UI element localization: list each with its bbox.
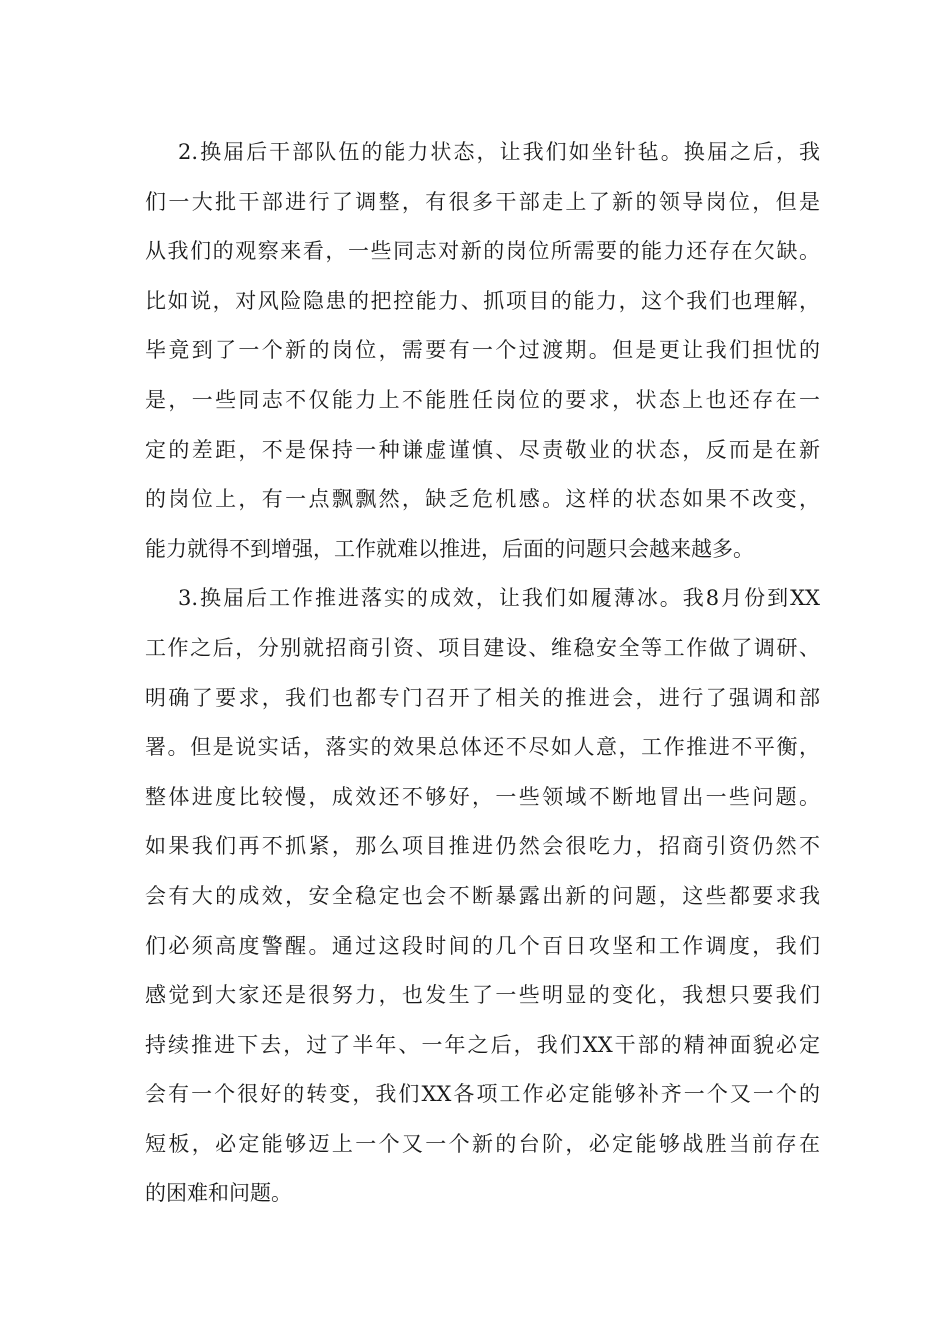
paragraph-line: 2.换届后干部队伍的能力状态，让我们如坐针毡。换届之后，我 [178, 140, 820, 164]
paragraph-line: 整体进度比较慢，成效还不够好，一些领域不断地冒出一些问题。 [145, 784, 820, 809]
paragraph-line: 比如说，对风险隐患的把控能力、抓项目的能力，这个我们也理解， [145, 288, 820, 313]
paragraph-line: 定的差距，不是保持一种谦虚谨慎、尽责敬业的状态，反而是在新 [145, 437, 820, 462]
paragraph-line: 从我们的观察来看，一些同志对新的岗位所需要的能力还存在欠缺。 [145, 239, 820, 264]
paragraph-line: 明确了要求，我们也都专门召开了相关的推进会，进行了强调和部 [145, 685, 820, 710]
paragraph-line: 短板，必定能够迈上一个又一个新的台阶，必定能够战胜当前存在 [145, 1131, 820, 1156]
paragraph-line: 的岗位上，有一点飘飘然，缺乏危机感。这样的状态如果不改变， [145, 487, 820, 512]
paragraph-line: 感觉到大家还是很努力，也发生了一些明显的变化，我想只要我们 [145, 983, 820, 1008]
paragraph-line: 的困难和问题。 [145, 1181, 292, 1206]
paragraph-line: 能力就得不到增强，工作就难以推进，后面的问题只会越来越多。 [145, 536, 754, 561]
paragraph-line: 工作之后，分别就招商引资、项目建设、维稳安全等工作做了调研、 [145, 635, 820, 660]
paragraph-line: 如果我们再不抓紧，那么项目推进仍然会很吃力，招商引资仍然不 [145, 834, 820, 859]
paragraph-line: 毕竟到了一个新的岗位，需要有一个过渡期。但是更让我们担忧的 [145, 338, 820, 363]
paragraph-line: 会有一个很好的转变，我们XX各项工作必定能够补齐一个又一个的 [145, 1082, 820, 1107]
document-body [145, 128, 820, 1219]
paragraph-line: 会有大的成效，安全稳定也会不断暴露出新的问题，这些都要求我 [145, 883, 820, 908]
paragraph-line: 署。但是说实话，落实的效果总体还不尽如人意，工作推进不平衡， [145, 735, 820, 760]
paragraph-line: 们一大批干部进行了调整，有很多干部走上了新的领导岗位，但是 [145, 189, 820, 214]
paragraph-line: 是，一些同志不仅能力上不能胜任岗位的要求，状态上也还存在一 [145, 387, 820, 412]
paragraph-line: 们必须高度警醒。通过这段时间的几个百日攻坚和工作调度，我们 [145, 933, 820, 958]
paragraph-line: 持续推进下去，过了半年、一年之后，我们XX干部的精神面貌必定 [145, 1032, 820, 1057]
paragraph-line: 3.换届后工作推进落实的成效，让我们如履薄冰。我8月份到XX [178, 586, 820, 611]
paragraph-2 [145, 128, 820, 574]
paragraph-3 [145, 574, 820, 1219]
